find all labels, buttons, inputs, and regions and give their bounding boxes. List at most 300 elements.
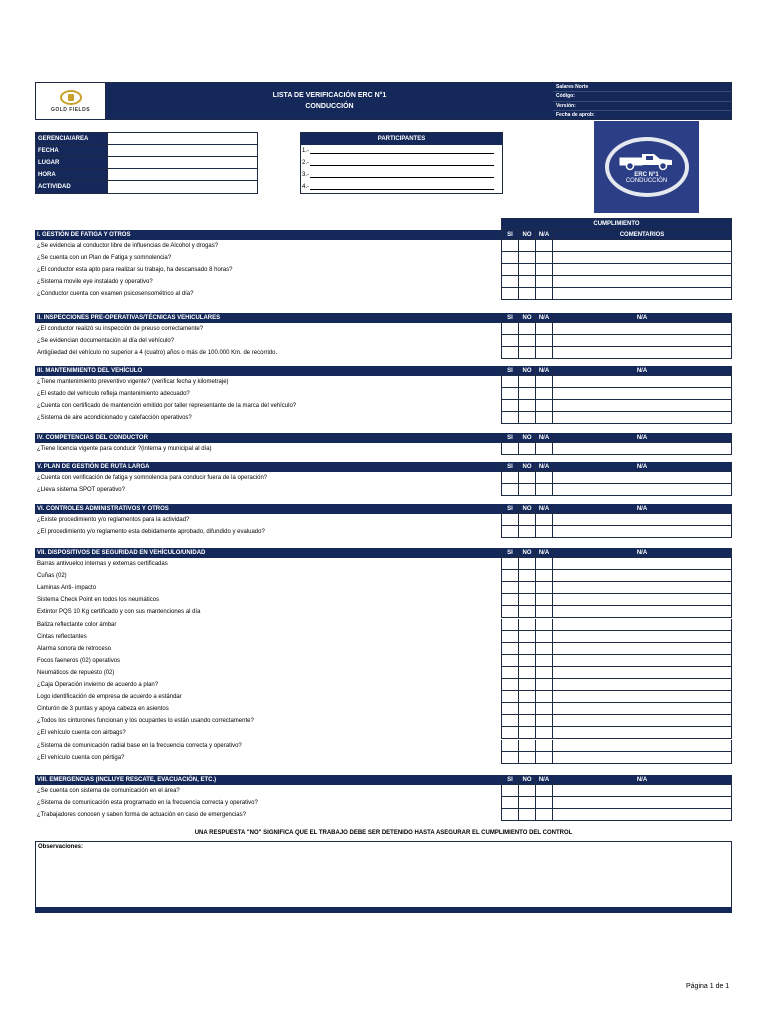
comment-cell[interactable] [552,667,732,679]
participant-line[interactable] [301,157,502,169]
answer-si-cell[interactable] [501,388,518,400]
comment-cell[interactable] [552,606,732,618]
checklist-question: Antigüedad del vehículo no superior a 4 (cuatro) años o más de 100.000 Km. de recorrido. [37,350,278,357]
col-no-header: NO [518,548,535,558]
col-si-header: SI [501,504,518,514]
checklist-question: ¿Existe procedimiento y/o reglamentos para la actividad? [37,517,190,524]
comment-cell[interactable] [552,526,732,538]
answer-si-cell[interactable] [501,558,518,570]
comment-cell[interactable] [552,643,732,655]
answer-si-cell[interactable] [501,667,518,679]
participant-blank[interactable] [310,148,494,154]
comment-cell[interactable] [552,558,732,570]
answer-na-cell[interactable] [535,752,552,764]
answer-no-cell[interactable] [518,785,535,797]
col-na-header: N/A [535,230,552,240]
checklist-item-row [35,715,732,727]
answer-na-cell[interactable] [535,679,552,691]
section-header-row [35,366,732,376]
checklist-question: ¿Se evidencia al conductor libre de influencias de Alcohol y drogas? [37,243,219,250]
section-header-row [35,433,732,443]
answer-si-cell[interactable] [501,606,518,618]
info-label: HORA [36,169,108,180]
section-title: III. MANTENIMIENTO DEL VEHÍCULO [35,366,501,376]
checklist-question: ¿Conductor cuenta con examen psicosensométrico al día? [37,291,194,298]
checklist-item-row [35,703,732,715]
checklist-item-row [35,558,732,570]
col-si-header: SI [501,462,518,472]
answer-na-cell[interactable] [535,335,552,347]
document-title-block [106,83,553,119]
answer-si-cell[interactable] [501,703,518,715]
answer-na-cell[interactable] [535,570,552,582]
answer-no-cell[interactable] [518,388,535,400]
col-comentarios-header: COMENTARIOS [552,230,732,240]
erc-label: ERC N°1 [634,172,659,178]
comment-cell[interactable] [552,727,732,739]
answer-no-cell[interactable] [518,606,535,618]
checklist-question: ¿Cuenta con verificación de fatiga y somnolencia para conducir fuera de la operación? [37,475,268,482]
answer-si-cell[interactable] [501,240,518,252]
checklist-question: Cintas reflectantes [37,633,87,640]
cumplimiento-header: CUMPLIMIENTO [501,218,732,230]
col-si-header: SI [501,230,518,240]
participant-line[interactable] [301,169,502,181]
answer-si-cell[interactable] [501,335,518,347]
info-label: GERENCIA/AREA [36,133,108,144]
checklist-item-row [35,809,732,821]
comment-cell[interactable] [552,288,732,300]
answer-no-cell[interactable] [518,400,535,412]
answer-no-cell[interactable] [518,631,535,643]
checklist-question: ¿Todos los cinturones funcionan y los ocupantes lo están usando correctamente? [37,718,254,725]
checklist-question: ¿El procedimiento y/o reglamento esta debidamente aprobado, difundido y evaluado? [37,529,265,536]
answer-no-cell[interactable] [518,619,535,631]
document-header [35,82,732,120]
answer-si-cell[interactable] [501,582,518,594]
answer-na-cell[interactable] [535,643,552,655]
answer-no-cell[interactable] [518,679,535,691]
meta-site: Salares Norte [553,83,731,92]
comment-cell[interactable] [552,252,732,264]
checklist-item-row [35,594,732,606]
checklist-question: ¿Sistema de comunicación radial base en la frecuencia correcta y operativo? [37,742,242,749]
checklist-item-row [35,376,732,388]
answer-no-cell[interactable] [518,594,535,606]
col-si-header: SI [501,548,518,558]
checklist-question: Logo identificación de empresa de acuerdo a estándar [37,694,182,701]
answer-no-cell[interactable] [518,288,535,300]
comment-cell[interactable] [552,691,732,703]
checklist-question: Extintor PQS 10 Kg certificado y con sus mantenciones al día [37,609,201,616]
section-title: VI. CONTROLES ADMINISTRATIVOS Y OTROS [35,504,501,514]
comment-cell[interactable] [552,388,732,400]
col-no-header: NO [518,433,535,443]
section-title: IV. COMPETENCIAS DEL CONDUCTOR [35,433,501,443]
checklist-question: Focos faeneros (02) operativos [37,657,121,664]
answer-na-cell[interactable] [535,606,552,618]
answer-na-cell[interactable] [535,594,552,606]
answer-na-cell[interactable] [535,323,552,335]
erc-sublabel: CONDUCCIÓN [625,178,668,184]
answer-no-cell[interactable] [518,809,535,821]
comment-cell[interactable] [552,335,732,347]
comment-cell[interactable] [552,484,732,496]
answer-no-cell[interactable] [518,335,535,347]
answer-na-cell[interactable] [535,376,552,388]
comment-cell[interactable] [552,809,732,821]
answer-na-cell[interactable] [535,619,552,631]
answer-si-cell[interactable] [501,691,518,703]
checklist-question: Cinturón de 3 puntas y apoya cabeza en asientos [37,706,169,713]
info-row [36,169,257,181]
checklist-item-row [35,727,732,739]
answer-no-cell[interactable] [518,582,535,594]
answer-no-cell[interactable] [518,703,535,715]
document-meta [553,83,731,119]
section-header-row [35,462,732,472]
answer-si-cell[interactable] [501,727,518,739]
checklist-item-row [35,582,732,594]
checklist-item-row [35,443,732,455]
logo-emblem-icon [60,90,82,105]
info-value-field[interactable] [108,169,257,180]
answer-na-cell[interactable] [535,400,552,412]
checklist-item-row [35,276,732,288]
participantes-table [300,132,503,194]
col-no-header: NO [518,313,535,323]
checklist-item-row [35,240,732,252]
col-si-header: SI [501,366,518,376]
answer-si-cell[interactable] [501,526,518,538]
answer-na-cell[interactable] [535,785,552,797]
answer-si-cell[interactable] [501,400,518,412]
answer-no-cell[interactable] [518,240,535,252]
checklist-item-row [35,288,732,300]
answer-si-cell[interactable] [501,679,518,691]
answer-no-cell[interactable] [518,526,535,538]
answer-si-cell[interactable] [501,264,518,276]
answer-na-cell[interactable] [535,582,552,594]
col-na-comment-header: N/A [552,775,732,785]
checklist-question: ¿Se evidencian documentación al día del vehículo? [37,338,175,345]
answer-no-cell[interactable] [518,691,535,703]
col-na-comment-header: N/A [552,313,732,323]
comment-cell[interactable] [552,570,732,582]
answer-si-cell[interactable] [501,752,518,764]
col-na-header: N/A [535,775,552,785]
company-logo [36,83,106,119]
comment-cell[interactable] [552,323,732,335]
answer-na-cell[interactable] [535,809,552,821]
col-no-header: NO [518,504,535,514]
comment-cell[interactable] [552,276,732,288]
answer-no-cell[interactable] [518,472,535,484]
col-na-header: N/A [535,548,552,558]
answer-si-cell[interactable] [501,785,518,797]
answer-si-cell[interactable] [501,631,518,643]
info-value-field[interactable] [108,145,257,156]
answer-si-cell[interactable] [501,288,518,300]
comment-cell[interactable] [552,679,732,691]
answer-si-cell[interactable] [501,472,518,484]
erc-badge [605,137,689,197]
comment-cell[interactable] [552,797,732,809]
answer-si-cell[interactable] [501,412,518,424]
checklist-item-row [35,526,732,538]
checklist-question: Cuñas (02) [37,573,67,580]
participantes-title: PARTICIPANTES [301,133,502,145]
info-value-field[interactable] [108,181,257,193]
info-row [36,133,257,145]
answer-na-cell[interactable] [535,240,552,252]
section-header-row [35,548,732,558]
answer-na-cell[interactable] [535,691,552,703]
checklist-item-row [35,347,732,359]
col-na-header: N/A [535,462,552,472]
comment-cell[interactable] [552,785,732,797]
checklist-item-row [35,740,732,752]
checklist-question: ¿Se cuenta con un Plan de Fatiga y somnolencia? [37,255,172,262]
info-label: ACTIVIDAD [36,181,108,193]
answer-na-cell[interactable] [535,388,552,400]
answer-si-cell[interactable] [501,655,518,667]
participant-number: 1.- [302,148,310,154]
comment-cell[interactable] [552,400,732,412]
checklist-question: ¿Lleva sistema SPOT operativo? [37,487,125,494]
answer-na-cell[interactable] [535,631,552,643]
comment-cell[interactable] [552,594,732,606]
meta-version: Versión: [553,102,731,111]
meta-code: Código: [553,92,731,101]
checklist-question: Alarma sonora de retroceso [37,645,112,652]
answer-si-cell[interactable] [501,643,518,655]
comment-cell[interactable] [552,740,732,752]
checklist-question: ¿El vehículo cuenta con pértiga? [37,754,125,761]
answer-si-cell[interactable] [501,323,518,335]
answer-no-cell[interactable] [518,570,535,582]
answer-na-cell[interactable] [535,264,552,276]
col-na-comment-header: N/A [552,548,732,558]
checklist-question: ¿Tiene licencia vigente para conducir ?(interna y municipal al día) [37,446,212,453]
answer-no-cell[interactable] [518,715,535,727]
info-label: FECHA [36,145,108,156]
comment-cell[interactable] [552,240,732,252]
info-row [36,181,257,193]
info-value-field[interactable] [108,157,257,168]
checklist-item-row [35,643,732,655]
answer-no-cell[interactable] [518,740,535,752]
answer-na-cell[interactable] [535,797,552,809]
answer-no-cell[interactable] [518,276,535,288]
answer-si-cell[interactable] [501,570,518,582]
answer-na-cell[interactable] [535,558,552,570]
col-no-header: NO [518,366,535,376]
section-header-row [35,230,732,240]
answer-no-cell[interactable] [518,347,535,359]
section-title: V. PLAN DE GESTIÓN DE RUTA LARGA [35,462,501,472]
answer-si-cell[interactable] [501,276,518,288]
answer-si-cell[interactable] [501,740,518,752]
comment-cell[interactable] [552,619,732,631]
answer-na-cell[interactable] [535,484,552,496]
comment-cell[interactable] [552,631,732,643]
answer-na-cell[interactable] [535,288,552,300]
answer-no-cell[interactable] [518,752,535,764]
checklist-item-row [35,679,732,691]
section-header-row [35,504,732,514]
answer-no-cell[interactable] [518,667,535,679]
answer-si-cell[interactable] [501,443,518,455]
col-no-header: NO [518,775,535,785]
section-header-row [35,313,732,323]
answer-si-cell[interactable] [501,619,518,631]
section-title: II. INSPECCIONES PRE-OPERATIVAS/TÉCNICAS VEHICULARES [35,313,501,323]
comment-cell[interactable] [552,264,732,276]
answer-no-cell[interactable] [518,252,535,264]
participant-blank[interactable] [310,184,494,190]
comment-cell[interactable] [552,443,732,455]
comment-cell[interactable] [552,472,732,484]
checklist-item-row [35,264,732,276]
answer-no-cell[interactable] [518,558,535,570]
answer-si-cell[interactable] [501,809,518,821]
answer-na-cell[interactable] [535,526,552,538]
col-si-header: SI [501,433,518,443]
checklist-question: ¿El conductor esta apto para realizar su trabajo, ha descansado 8 horas? [37,267,233,274]
info-value-field[interactable] [108,133,257,144]
answer-si-cell[interactable] [501,594,518,606]
checklist-question: ¿Se cuenta con sistema de comunicación en el área? [37,788,180,795]
answer-no-cell[interactable] [518,797,535,809]
answer-na-cell[interactable] [535,252,552,264]
answer-si-cell[interactable] [501,514,518,526]
stop-work-warning: UNA RESPUESTA "NO" SIGNIFICA QUE EL TRABAJO DEBE SER DETENIDO HASTA ASEGURAR EL CUMPLIMIENTO DEL CONTROL [194,830,573,836]
answer-na-cell[interactable] [535,443,552,455]
answer-na-cell[interactable] [535,472,552,484]
checklist-item-row [35,570,732,582]
comment-cell[interactable] [552,376,732,388]
answer-no-cell[interactable] [518,376,535,388]
checklist-item-row [35,631,732,643]
section-header-row [35,775,732,785]
col-na-header: N/A [535,313,552,323]
comment-cell[interactable] [552,715,732,727]
col-na-header: N/A [535,366,552,376]
checklist-question: ¿Trabajadores conocen y saben forma de actuación en caso de emergencias? [37,812,246,819]
checklist-item-row [35,667,732,679]
document-title: LISTA DE VERIFICACIÓN ERC N°1 [272,92,387,99]
info-row [36,157,257,169]
info-row [36,145,257,157]
answer-no-cell[interactable] [518,643,535,655]
answer-na-cell[interactable] [535,514,552,526]
answer-no-cell[interactable] [518,264,535,276]
comment-cell[interactable] [552,514,732,526]
answer-na-cell[interactable] [535,740,552,752]
document-subtitle: CONDUCCIÓN [305,103,354,110]
checklist-item-row [35,412,732,424]
answer-no-cell[interactable] [518,484,535,496]
col-na-comment-header: N/A [552,462,732,472]
checklist-question: Sistema Check Point en todos los neumáticos [37,597,160,604]
answer-si-cell[interactable] [501,376,518,388]
participant-number: 3.- [302,172,310,178]
col-si-header: SI [501,775,518,785]
checklist-item-row [35,785,732,797]
participant-line[interactable] [301,181,502,193]
checklist-item-row [35,619,732,631]
col-si-header: SI [501,313,518,323]
page-number: Página 1 de 1 [686,983,730,990]
answer-si-cell[interactable] [501,252,518,264]
answer-na-cell[interactable] [535,347,552,359]
answer-si-cell[interactable] [501,715,518,727]
checklist-question: Neumáticos de repuesto (02) [37,669,115,676]
section-title: VII. DISPOSITIVOS DE SEGURIDAD EN VEHÍCULO/UNIDAD [35,548,501,558]
answer-no-cell[interactable] [518,443,535,455]
answer-na-cell[interactable] [535,655,552,667]
answer-si-cell[interactable] [501,347,518,359]
comment-cell[interactable] [552,752,732,764]
answer-no-cell[interactable] [518,655,535,667]
checklist-question: ¿Sistema de aire acondicionado y calefacción operativos? [37,415,192,422]
checklist-item-row [35,514,732,526]
comment-cell[interactable] [552,347,732,359]
checklist-question: ¿Sistema movile eye instalado y operativo? [37,279,153,286]
checklist-item-row [35,752,732,764]
col-na-comment-header: N/A [552,366,732,376]
answer-na-cell[interactable] [535,667,552,679]
comment-cell[interactable] [552,703,732,715]
meta-approval-date: Fecha de aprob: [556,111,595,118]
col-na-comment-header: N/A [552,433,732,443]
answer-no-cell[interactable] [518,412,535,424]
participant-blank[interactable] [310,172,494,178]
participant-number: 4.- [302,184,310,190]
comment-cell[interactable] [552,582,732,594]
checklist-item-row [35,606,732,618]
participant-line[interactable] [301,145,502,157]
participant-blank[interactable] [310,160,494,166]
answer-si-cell[interactable] [501,797,518,809]
answer-no-cell[interactable] [518,727,535,739]
col-na-header: N/A [535,433,552,443]
checklist-question: ¿El vehículo cuenta con airbags? [37,730,126,737]
answer-na-cell[interactable] [535,703,552,715]
checklist-question: ¿Tiene mantenimiento preventivo vigente? (verificar fecha y kilometraje) [37,379,229,386]
pickup-truck-icon [618,150,676,172]
answer-si-cell[interactable] [501,484,518,496]
info-label: LUGAR [36,157,108,168]
section-title: VIII. EMERGENCIAS (INCLUYE RESCATE, EVACUACIÓN, ETC.) [35,775,501,785]
logo-text: GOLD FIELDS [50,106,91,113]
answer-na-cell[interactable] [535,727,552,739]
answer-no-cell[interactable] [518,323,535,335]
footer-bar [35,907,732,913]
comment-cell[interactable] [552,655,732,667]
erc-conduccion-image [594,121,699,213]
answer-na-cell[interactable] [535,276,552,288]
section-title: I. GESTIÓN DE FATIGA Y OTROS [35,230,501,240]
checklist-item-row [35,484,732,496]
answer-na-cell[interactable] [535,412,552,424]
answer-no-cell[interactable] [518,514,535,526]
comment-cell[interactable] [552,412,732,424]
observaciones-box[interactable] [35,841,732,908]
col-na-header: N/A [535,504,552,514]
answer-na-cell[interactable] [535,715,552,727]
